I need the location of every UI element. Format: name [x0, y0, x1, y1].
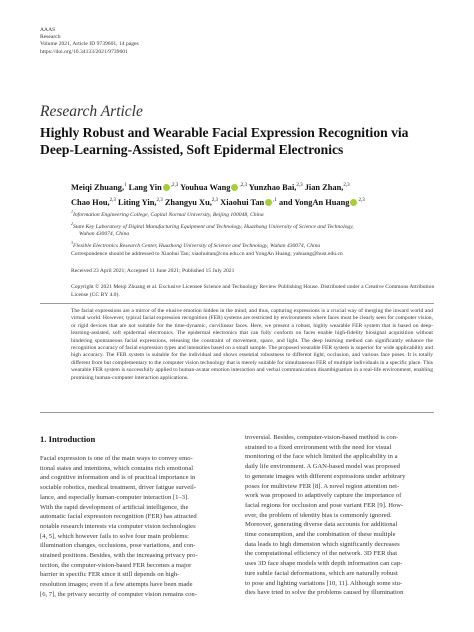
body-text-line: automatic facial expression recognition (FER) has attracted	[40, 513, 197, 521]
body-text-line: Facial expression is one of the main ways to convey emo-	[40, 455, 193, 462]
author-text: Liting Yin,	[117, 198, 157, 207]
author-text: Chao Hou,	[71, 198, 110, 207]
orcid-icon[interactable]	[265, 199, 272, 206]
publication-dates: Received 23 April 2021; Accepted 11 June 2021; Published 15 July 2021	[71, 268, 235, 274]
author-name	[71, 183, 127, 192]
body-text-line: Moreover, generating diverse data accounts for additional	[245, 521, 398, 529]
body-text-line: notable research interests via computer vision technologies	[40, 522, 196, 530]
affiliation-text: Wuhan 430074, China	[79, 231, 130, 238]
author-text: Jian Zhan,	[304, 183, 344, 192]
author-line	[71, 194, 451, 209]
body-text-line: ever, the problem of identity bias is commonly ignored.	[245, 511, 392, 519]
abstract: The facial expressions are a mirror of the elusive emotion hidden in the mind, and thus, capturing expressions is a crucial way of merging the inward world and virtual world. However, typical facial expression recognition (FER) systems are restricted by environments where faces must be clearly seen for computer vision, or rigid devices that are not suitable for the time-dynamic, curvilinear faces. Here, we present a robust, highly wearable FER system that is based on deep-learning-assisted, soft epidermal electronics. The epidermal electronics that can fully conform on faces enable high-fidelity biosignal acquisition without hindering spontaneous facial expressions, releasing the constraint of movement, space, and light. The deep learning method can significantly enhance the recognition accuracy of facial expression types and intensities based on a small sample. The proposed wearable FER system is superior for wide applicability and high accuracy. The FER system is suitable for the individual and shows essential robustness to different light, occlusion, and various face poses. It is totally different from but complementary to the computer vision technology that is merely suitable for simultaneous FER of multiple individuals in a specific place. This wearable FER system is successfully applied to human-avatar emotion interaction and verbal communication disambiguation in a real-life environment, enabling promising human-computer interaction applications.	[71, 308, 433, 381]
body-text-line: poses for multiview FER [8]. A novel region attention net-	[245, 482, 400, 490]
body-text-line: ture subtle facial deformations, which are naturally robust	[245, 569, 398, 577]
affiliation-sup: 1	[71, 209, 73, 214]
body-text-line: work was proposed to adaptively capture the importance of	[245, 492, 402, 500]
author-text: Zhangyu Xu,	[164, 198, 212, 207]
journal-header	[40, 27, 139, 56]
body-text-line: sociable robotics, medical treatment, driver fatigue surveil-	[40, 484, 196, 492]
orcid-icon[interactable]	[163, 184, 170, 191]
author-name	[220, 198, 277, 207]
body-text-line: uses 3D face shape models with depth information can cap-	[245, 560, 403, 568]
affiliation-sup: 3	[71, 239, 73, 245]
journal-publication: Research	[40, 34, 61, 41]
article-type: Research Article	[40, 103, 143, 120]
body-text-line: strained positions. Besides, with the increasing privacy pro-	[40, 552, 198, 560]
affiliation-sup: 2	[71, 220, 73, 226]
orcid-icon[interactable]	[350, 199, 357, 206]
author-affiliation-sup: 2,3	[358, 198, 365, 203]
author-name	[165, 198, 218, 207]
author-name	[129, 183, 179, 192]
correspondence: Correspondence should be addressed to Xiaohui Tan; xiaohuitan@cnu.edu.cn and YongAn Huang; yahuang@hust.edu.cn	[71, 251, 343, 257]
affiliation	[71, 208, 451, 220]
journal-name: AAAS	[40, 27, 56, 33]
body-column-right	[245, 433, 436, 598]
body-text-line: troversial. Besides, computer-vision-based method is con-	[245, 434, 399, 441]
copyright-notice: Copyright © 2021 Meiqi Zhuang et al. Exclusive Licensee Science and Technology Review Publishing House. Distributed under a Creative Commons Attribution License (CC BY 4.0).	[71, 284, 435, 298]
body-text-line: tional states and intentions, which contains rich emotional	[40, 464, 194, 472]
author-affiliation-sup: ,1	[273, 198, 277, 203]
author-affiliation-sup: 2,3	[109, 198, 116, 203]
body-text-line: With the rapid development of artificial intelligence, the	[40, 503, 189, 511]
author-name	[118, 198, 163, 207]
body-text-line: strained to a fixed environment with the need for visual	[245, 443, 392, 451]
body-text-line: monitoring of the face which limited the applicability in a	[245, 453, 398, 461]
author-text: Youhua Wang	[180, 183, 231, 192]
body-text-line: to generate images with different expressions under arbitrary	[245, 472, 406, 480]
body-text-line: dies have tried to solve the problems caused by illumination	[245, 589, 404, 597]
body-text-line: time consumption, and the combination of these multiple	[245, 531, 396, 539]
body-text-line: to pose and lighting variations [10, 11]. Although some stu-	[245, 579, 403, 587]
abstract-top-rule	[40, 303, 434, 304]
author-text: Xiaohui Tan	[220, 198, 265, 207]
author-list	[71, 179, 451, 209]
abstract-bottom-rule	[40, 412, 434, 413]
body-text-line: daily life environment. A GAN-based model was proposed	[245, 463, 400, 471]
body-text-line: [6, 7], the privacy security of computer vision remains con-	[40, 590, 197, 598]
body-text-line: barrier in specific FER since it still depends on high-	[40, 571, 180, 579]
body-text-line: data leads to high dimension which significantly decreases	[245, 540, 400, 548]
body-text-line: facial regions for occlusion and pose variant FER [9]. How-	[245, 501, 404, 509]
author-text: Meiqi Zhuang,	[71, 183, 125, 192]
author-name	[249, 183, 303, 192]
affiliation-text: State Key Laboratory of Digital Manufacturing Equipment and Technology, Huazhong University of Science and Technology,	[73, 223, 354, 230]
body-text-line: tection, the computer-vision-based FER becomes a major	[40, 561, 192, 569]
affiliation-list	[71, 208, 451, 250]
body-text-line: resolution images; even if a few attempts have been made	[40, 581, 193, 589]
journal-volume: Volume 2021, Article ID 9739601, 14 pages	[40, 41, 139, 48]
body-text-line: illumination changes, occlusions, pose variations, and con-	[40, 542, 196, 550]
author-text: and YongAn Huang	[279, 198, 350, 207]
author-affiliation-sup: 1	[124, 183, 127, 188]
author-text: Lang Yin	[128, 183, 162, 192]
title-line: Deep-Learning-Assisted, Soft Epidermal Electronics	[40, 142, 344, 157]
author-affiliation-sup: 2,3	[211, 198, 219, 203]
orcid-icon[interactable]	[231, 184, 238, 191]
author-affiliation-sup: ,2,3	[170, 183, 179, 188]
affiliation	[71, 239, 451, 251]
title-line: Highly Robust and Wearable Facial Expression Recognition via	[40, 125, 409, 140]
author-name	[180, 183, 247, 192]
body-text-line: and cognitive information and is of practical importance in	[40, 474, 196, 482]
author-name	[279, 198, 365, 207]
body-column-left	[40, 454, 231, 600]
affiliation	[71, 220, 451, 232]
author-name	[305, 183, 350, 192]
affiliation	[71, 231, 451, 239]
author-text: Yunzhao Bai,	[248, 183, 297, 192]
body-text-line: [4, 5], which however fails to solve four main problems:	[40, 532, 189, 540]
author-line	[71, 179, 451, 194]
author-affiliation-sup: 2,3	[343, 183, 350, 188]
body-text-line: the computational efficiency of the network. 3D FER that	[245, 550, 398, 558]
author-affiliation-sup: ,2,3	[239, 183, 247, 188]
author-affiliation-sup: 2,3	[296, 183, 303, 188]
section-heading: 1. Introduction	[40, 434, 96, 444]
affiliation-text: Flexible Electronics Research Center, Huazhong University of Science and Technology, Wuhan 430074, China	[73, 242, 321, 249]
affiliation-text: Information Engineering College, Capital Normal University, Beijing 100048, China	[73, 212, 264, 218]
body-text-line: lance, and especially human-computer interaction [1–3].	[40, 493, 189, 501]
author-name	[71, 198, 116, 207]
article-title	[40, 124, 440, 158]
journal-doi[interactable]: https://doi.org/10.34133/2021/9739601	[40, 48, 128, 55]
author-affiliation-sup: 2,3	[156, 198, 163, 203]
